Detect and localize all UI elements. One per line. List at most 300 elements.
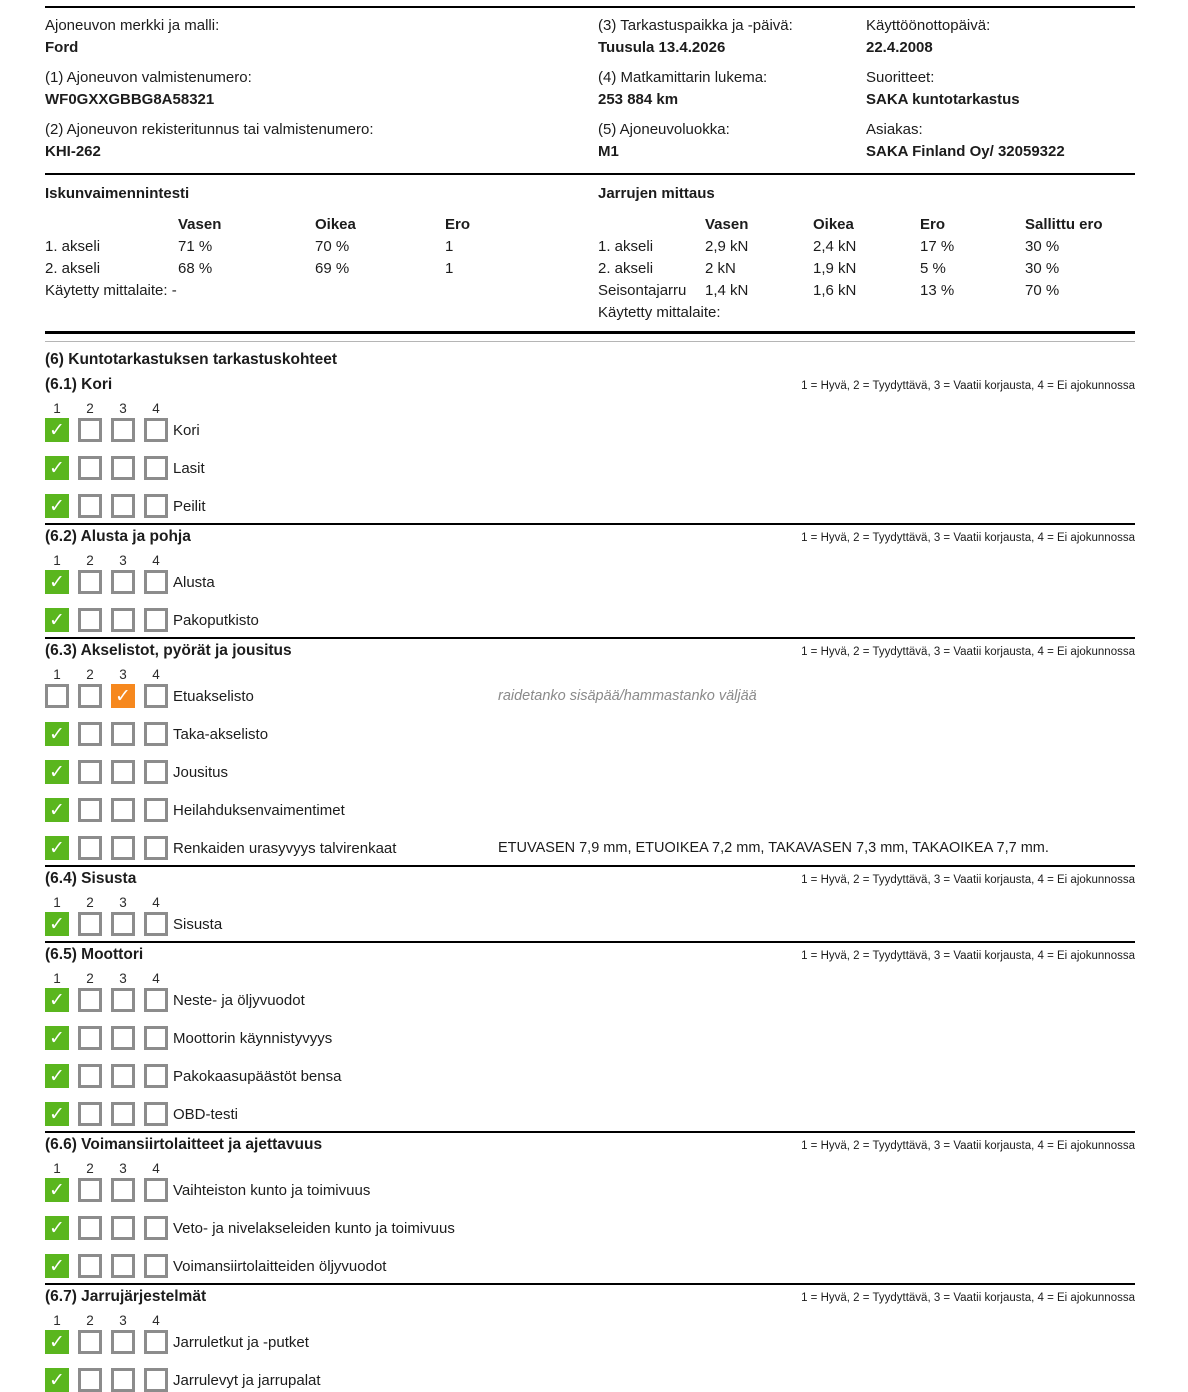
table-cell-value: 2 kN [705, 260, 736, 277]
header-field [866, 15, 1135, 59]
rating-checkbox-1[interactable] [45, 1178, 69, 1202]
rating-scale-number: 3 [119, 1313, 127, 1328]
field-label: (4) Matkamittarin lukema: [598, 69, 768, 86]
rating-legend: 1 = Hyvä, 2 = Tyydyttävä, 3 = Vaatii korjausta, 4 = Ei ajokunnossa [801, 646, 1135, 658]
checklist-item [45, 1026, 1135, 1050]
rating-checkbox-4[interactable] [144, 1368, 168, 1392]
field-value: 22.4.2008 [866, 39, 933, 56]
checklist-item [45, 608, 1135, 632]
checklist-item [45, 456, 1135, 480]
header-column [598, 15, 866, 171]
checkmark-icon: ✓ [49, 1027, 65, 1049]
rating-checkbox-4[interactable] [144, 836, 168, 860]
checklist-item-note: raidetanko sisäpää/hammastanko väljää [498, 688, 757, 704]
inspection-section [45, 1283, 1135, 1392]
brake-test-grid [598, 214, 1135, 302]
rating-checkbox-1[interactable] [45, 912, 69, 936]
rating-checkbox-1[interactable] [45, 418, 69, 442]
rating-checkbox-3[interactable] [111, 1064, 135, 1088]
rating-scale-number: 3 [119, 401, 127, 416]
inspection-sections [45, 373, 1135, 1392]
header-field [45, 67, 598, 111]
rating-checkbox-group [45, 494, 168, 518]
section-divider-thick [45, 331, 1135, 334]
checklist-item-label: Jarrulevyt ja jarrupalat [173, 1371, 321, 1389]
rating-checkbox-group [45, 608, 168, 632]
header-column [866, 15, 1135, 171]
rating-checkbox-1[interactable] [45, 798, 69, 822]
rating-scale-number: 1 [53, 1313, 61, 1328]
table-corner-cell [598, 214, 705, 236]
field-value: KHI-262 [45, 143, 101, 160]
rating-checkbox-1[interactable] [45, 1026, 69, 1050]
table-cell-value: 13 % [920, 282, 955, 299]
header-column [45, 15, 598, 171]
checklist-item-label: Etuakselisto [173, 687, 254, 705]
rating-scale-number: 1 [53, 971, 61, 986]
section-title: (6.2) Alusta ja pohja [45, 528, 191, 545]
table-row-label: 1. akseli [45, 238, 101, 255]
table-cell-value: 70 % [1025, 282, 1060, 299]
rating-checkbox-4[interactable] [144, 1330, 168, 1354]
table-column-header: Oikea [813, 216, 854, 233]
rating-scale-number: 2 [86, 1161, 94, 1176]
rating-checkbox-3[interactable] [111, 608, 135, 632]
rating-checkbox-2[interactable] [78, 1064, 102, 1088]
checklist-item-label: Jousitus [173, 763, 229, 781]
checklist-item-label: Renkaiden urasyvyys talvirenkaat [173, 839, 397, 857]
rating-checkbox-2[interactable] [78, 1026, 102, 1050]
section-title: (6.3) Akselistot, pyörät ja jousitus [45, 642, 292, 659]
checklist-item [45, 494, 1135, 518]
rating-checkbox-4[interactable] [144, 1064, 168, 1088]
table-cell-value: 2,4 kN [813, 238, 857, 255]
checkmark-icon: ✓ [49, 761, 65, 783]
table-cell-value: 2,9 kN [705, 238, 749, 255]
rating-checkbox-3[interactable] [111, 722, 135, 746]
section-title: (6.6) Voimansiirtolaitteet ja ajettavuus [45, 1136, 323, 1153]
rating-checkbox-3[interactable] [111, 1254, 135, 1278]
rating-checkbox-4[interactable] [144, 1216, 168, 1240]
rating-checkbox-group [45, 1178, 168, 1202]
rating-legend: 1 = Hyvä, 2 = Tyydyttävä, 3 = Vaatii korjausta, 4 = Ei ajokunnossa [801, 1292, 1135, 1304]
header-field [45, 15, 598, 59]
rating-checkbox-1[interactable] [45, 722, 69, 746]
rating-checkbox-2[interactable] [78, 494, 102, 518]
rating-checkbox-2[interactable] [78, 836, 102, 860]
rating-checkbox-2[interactable] [78, 1178, 102, 1202]
rating-checkbox-group [45, 798, 168, 822]
brake-test-device: Käytetty mittalaite: [598, 304, 721, 321]
checklist-item-label: Neste- ja öljyvuodot [173, 991, 305, 1009]
table-cell-value: 68 % [178, 260, 213, 277]
shock-test-grid [45, 214, 598, 280]
section-title: (6.5) Moottori [45, 946, 144, 963]
rating-checkbox-3[interactable] [111, 1102, 135, 1126]
table-cell-value: 1,4 kN [705, 282, 749, 299]
checkmark-icon: ✓ [49, 1065, 65, 1087]
rating-checkbox-3[interactable] [111, 684, 135, 708]
rating-checkbox-2[interactable] [78, 1330, 102, 1354]
rating-legend: 1 = Hyvä, 2 = Tyydyttävä, 3 = Vaatii korjausta, 4 = Ei ajokunnossa [801, 380, 1135, 392]
rating-scale-number: 4 [152, 1313, 160, 1328]
checklist-item-label: Alusta [173, 573, 215, 591]
table-cell-value: 71 % [178, 238, 213, 255]
rating-scale-number: 2 [86, 401, 94, 416]
rating-scale-number: 3 [119, 553, 127, 568]
checkmark-icon: ✓ [49, 609, 65, 631]
checklist-item [45, 722, 1135, 746]
rating-checkbox-3[interactable] [111, 1368, 135, 1392]
brake-test-table [598, 183, 1135, 324]
rating-checkbox-4[interactable] [144, 1102, 168, 1126]
rating-scale-row [45, 895, 1135, 912]
rating-scale-number: 2 [86, 553, 94, 568]
table-cell-value: 5 % [920, 260, 946, 277]
inspection-section [45, 523, 1135, 632]
checklist-item [45, 1102, 1135, 1126]
checklist-item [45, 1368, 1135, 1392]
field-value: SAKA Finland Oy/ 32059322 [866, 143, 1065, 160]
rating-scale-number: 4 [152, 971, 160, 986]
rating-checkbox-group [45, 988, 168, 1012]
rating-scale-number: 4 [152, 667, 160, 682]
rating-scale-row [45, 401, 1135, 418]
checklist-item-label: Kori [173, 421, 200, 439]
section-header [45, 376, 1135, 400]
rating-checkbox-4[interactable] [144, 1178, 168, 1202]
checklist-item-label: Moottorin käynnistyvyys [173, 1029, 333, 1047]
table-cell-value: 1 [445, 260, 454, 277]
checklist-item-label: Vaihteiston kunto ja toimivuus [173, 1181, 371, 1199]
table-column-header: Vasen [705, 216, 749, 233]
section-title: (6.4) Sisusta [45, 870, 137, 887]
checklist-item [45, 836, 1135, 860]
field-label: Käyttöönottopäivä: [866, 17, 991, 34]
section-header [45, 642, 1135, 666]
checkmark-icon: ✓ [49, 495, 65, 517]
table-cell-value: 70 % [315, 238, 350, 255]
checklist-item [45, 1330, 1135, 1354]
table-column-header: Oikea [315, 216, 356, 233]
checkmark-icon: ✓ [49, 1255, 65, 1277]
rating-checkbox-group [45, 1368, 168, 1392]
rating-checkbox-1[interactable] [45, 1330, 69, 1354]
rating-checkbox-4[interactable] [144, 1026, 168, 1050]
checkmark-icon: ✓ [49, 1217, 65, 1239]
checkmark-icon: ✓ [49, 799, 65, 821]
checklist-item [45, 760, 1135, 784]
rating-checkbox-group [45, 760, 168, 784]
rating-checkbox-group [45, 836, 168, 860]
checklist-item-label: Heilahduksenvaimentimet [173, 801, 345, 819]
field-value: Ford [45, 39, 79, 56]
table-row-label: 2. akseli [45, 260, 101, 277]
rating-checkbox-3[interactable] [111, 456, 135, 480]
rating-checkbox-3[interactable] [111, 836, 135, 860]
rating-scale-number: 3 [119, 895, 127, 910]
rating-checkbox-1[interactable] [45, 988, 69, 1012]
rating-checkbox-group [45, 418, 168, 442]
rating-scale-number: 1 [53, 895, 61, 910]
rating-checkbox-1[interactable] [45, 494, 69, 518]
section-title: (6.7) Jarrujärjestelmät [45, 1288, 207, 1305]
field-value: SAKA kuntotarkastus [866, 91, 1020, 108]
table-cell-value: 17 % [920, 238, 955, 255]
header-field [866, 67, 1135, 111]
rating-checkbox-3[interactable] [111, 494, 135, 518]
rating-scale-number: 2 [86, 971, 94, 986]
table-column-header: Ero [920, 216, 946, 233]
checklist-item [45, 988, 1135, 1012]
rating-scale-number: 4 [152, 895, 160, 910]
rating-checkbox-1[interactable] [45, 570, 69, 594]
table-row-label: Seisontajarru [598, 282, 687, 299]
rating-legend: 1 = Hyvä, 2 = Tyydyttävä, 3 = Vaatii korjausta, 4 = Ei ajokunnossa [801, 1140, 1135, 1152]
checklist-item [45, 1254, 1135, 1278]
header-field [598, 67, 866, 111]
checklist-item-label: Pakoputkisto [173, 611, 259, 629]
checklist-item [45, 798, 1135, 822]
rating-checkbox-1[interactable] [45, 836, 69, 860]
rating-scale-row [45, 971, 1135, 988]
rating-scale-number: 1 [53, 553, 61, 568]
table-cell-value: 1,9 kN [813, 260, 857, 277]
rating-checkbox-2[interactable] [78, 988, 102, 1012]
rating-checkbox-3[interactable] [111, 1216, 135, 1240]
inspection-main-title: (6) Kuntotarkastuksen tarkastuskohteet [45, 351, 337, 368]
rating-checkbox-4[interactable] [144, 570, 168, 594]
checkmark-icon: ✓ [49, 571, 65, 593]
rating-checkbox-3[interactable] [111, 912, 135, 936]
checklist-item-label: Voimansiirtolaitteiden öljyvuodot [173, 1257, 387, 1275]
checkmark-icon: ✓ [49, 837, 65, 859]
section-header [45, 528, 1135, 552]
rating-checkbox-group [45, 1064, 168, 1088]
checklist-item-label: OBD-testi [173, 1105, 239, 1123]
checkmark-icon: ✓ [49, 1179, 65, 1201]
rating-checkbox-1[interactable] [45, 1216, 69, 1240]
rating-checkbox-1[interactable] [45, 1254, 69, 1278]
rating-scale-number: 3 [119, 971, 127, 986]
rating-checkbox-group [45, 1330, 168, 1354]
shock-test-table [45, 183, 598, 324]
rating-checkbox-group [45, 1216, 168, 1240]
table-corner-cell [45, 214, 178, 236]
checkmark-icon: ✓ [49, 1369, 65, 1391]
field-value: WF0GXXGBBG8A58321 [45, 91, 215, 108]
field-value: Tuusula 13.4.2026 [598, 39, 726, 56]
table-row-label: 1. akseli [598, 238, 654, 255]
rating-checkbox-3[interactable] [111, 760, 135, 784]
rating-checkbox-2[interactable] [78, 1368, 102, 1392]
rating-checkbox-4[interactable] [144, 912, 168, 936]
rating-scale-row [45, 667, 1135, 684]
checkmark-icon: ✓ [49, 457, 65, 479]
rating-scale-number: 4 [152, 1161, 160, 1176]
rating-scale-row [45, 1161, 1135, 1178]
checklist-item-note: ETUVASEN 7,9 mm, ETUOIKEA 7,2 mm, TAKAVASEN 7,3 mm, TAKAOIKEA 7,7 mm. [498, 840, 1049, 856]
table-cell-value: 1,6 kN [813, 282, 857, 299]
field-label: (2) Ajoneuvon rekisteritunnus tai valmistenumero: [45, 121, 374, 138]
brake-test-title: Jarrujen mittaus [598, 185, 715, 202]
rating-checkbox-1[interactable] [45, 608, 69, 632]
rating-checkbox-group [45, 1026, 168, 1050]
rating-checkbox-2[interactable] [78, 418, 102, 442]
checkmark-icon: ✓ [49, 723, 65, 745]
rating-checkbox-4[interactable] [144, 608, 168, 632]
table-cell-value: 1 [445, 238, 454, 255]
rating-checkbox-3[interactable] [111, 1330, 135, 1354]
inspection-section [45, 637, 1135, 860]
rating-checkbox-2[interactable] [78, 456, 102, 480]
rating-checkbox-3[interactable] [111, 798, 135, 822]
rating-checkbox-2[interactable] [78, 1102, 102, 1126]
checklist-item-label: Lasit [173, 459, 205, 477]
table-cell-value: 30 % [1025, 238, 1060, 255]
rating-checkbox-3[interactable] [111, 570, 135, 594]
rating-scale-number: 4 [152, 553, 160, 568]
table-column-header: Ero [445, 216, 471, 233]
field-label: (5) Ajoneuvoluokka: [598, 121, 730, 138]
rating-scale-number: 1 [53, 401, 61, 416]
rating-checkbox-group [45, 456, 168, 480]
rating-checkbox-2[interactable] [78, 722, 102, 746]
rating-checkbox-3[interactable] [111, 988, 135, 1012]
rating-scale-number: 2 [86, 1313, 94, 1328]
field-label: (3) Tarkastuspaikka ja -päivä: [598, 17, 793, 34]
rating-checkbox-4[interactable] [144, 684, 168, 708]
checklist-item [45, 418, 1135, 442]
table-cell-value: 69 % [315, 260, 350, 277]
checklist-item [45, 570, 1135, 594]
checklist-item-label: Jarruletkut ja -putket [173, 1333, 309, 1351]
checklist-item-label: Taka-akselisto [173, 725, 269, 743]
inspection-section [45, 865, 1135, 936]
checklist-item-label: Pakokaasupäästöt bensa [173, 1067, 342, 1085]
shock-test-title: Iskunvaimennintesti [45, 185, 190, 202]
rating-legend: 1 = Hyvä, 2 = Tyydyttävä, 3 = Vaatii korjausta, 4 = Ei ajokunnossa [801, 532, 1135, 544]
rating-checkbox-2[interactable] [78, 798, 102, 822]
rating-checkbox-group [45, 1102, 168, 1126]
field-value: M1 [598, 143, 619, 160]
rating-checkbox-4[interactable] [144, 418, 168, 442]
rating-scale-number: 3 [119, 1161, 127, 1176]
table-column-header: Vasen [178, 216, 222, 233]
checkmark-icon: ✓ [49, 1331, 65, 1353]
rating-checkbox-2[interactable] [78, 684, 102, 708]
rating-checkbox-3[interactable] [111, 418, 135, 442]
rating-checkbox-4[interactable] [144, 1254, 168, 1278]
rating-checkbox-group [45, 722, 168, 746]
table-row-label: 2. akseli [598, 260, 654, 277]
checklist-item [45, 1216, 1135, 1240]
section-header [45, 946, 1135, 970]
rating-checkbox-4[interactable] [144, 760, 168, 784]
checkmark-icon: ✓ [49, 419, 65, 441]
rating-checkbox-4[interactable] [144, 798, 168, 822]
rating-checkbox-group [45, 570, 168, 594]
inspection-section [45, 373, 1135, 518]
checklist-item [45, 1064, 1135, 1088]
section-header [45, 1136, 1135, 1160]
checkmark-icon: ✓ [49, 1103, 65, 1125]
checklist-item-label: Veto- ja nivelakseleiden kunto ja toimivuus [173, 1219, 455, 1237]
rating-checkbox-1[interactable] [45, 1102, 69, 1126]
rating-checkbox-1[interactable] [45, 1064, 69, 1088]
field-label: (1) Ajoneuvon valmistenumero: [45, 69, 252, 86]
rating-checkbox-group [45, 912, 168, 936]
checklist-item-label: Sisusta [173, 915, 223, 933]
header-field [598, 15, 866, 59]
inspection-section [45, 941, 1135, 1126]
field-label: Suoritteet: [866, 69, 935, 86]
field-label: Asiakas: [866, 121, 923, 138]
rating-scale-number: 2 [86, 667, 94, 682]
rating-scale-number: 4 [152, 401, 160, 416]
section-title: (6.1) Kori [45, 376, 113, 393]
rating-checkbox-4[interactable] [144, 988, 168, 1012]
rating-checkbox-2[interactable] [78, 570, 102, 594]
rating-scale-number: 1 [53, 667, 61, 682]
rating-checkbox-4[interactable] [144, 494, 168, 518]
header-field [866, 119, 1135, 163]
rating-legend: 1 = Hyvä, 2 = Tyydyttävä, 3 = Vaatii korjausta, 4 = Ei ajokunnossa [801, 874, 1135, 886]
rating-scale-number: 3 [119, 667, 127, 682]
vehicle-header [45, 6, 1135, 175]
rating-checkbox-3[interactable] [111, 1026, 135, 1050]
checklist-item [45, 1178, 1135, 1202]
rating-checkbox-1[interactable] [45, 760, 69, 784]
field-label: Ajoneuvon merkki ja malli: [45, 17, 220, 34]
rating-checkbox-2[interactable] [78, 760, 102, 784]
inspection-section [45, 1131, 1135, 1278]
rating-checkbox-3[interactable] [111, 1178, 135, 1202]
table-column-header: Sallittu ero [1025, 216, 1103, 233]
section-header [45, 1288, 1135, 1312]
rating-checkbox-1[interactable] [45, 1368, 69, 1392]
header-field [45, 119, 598, 163]
measurements-block [45, 175, 1135, 324]
rating-checkbox-2[interactable] [78, 1254, 102, 1278]
rating-checkbox-2[interactable] [78, 608, 102, 632]
rating-checkbox-2[interactable] [78, 1216, 102, 1240]
checklist-item-label: Peilit [173, 497, 206, 515]
rating-checkbox-1[interactable] [45, 456, 69, 480]
shock-test-device: Käytetty mittalaite: - [45, 282, 177, 299]
section-header [45, 870, 1135, 894]
rating-checkbox-1[interactable] [45, 684, 69, 708]
rating-checkbox-4[interactable] [144, 456, 168, 480]
checklist-item [45, 912, 1135, 936]
rating-checkbox-4[interactable] [144, 722, 168, 746]
header-field [598, 119, 866, 163]
rating-checkbox-2[interactable] [78, 912, 102, 936]
checkmark-icon: ✓ [49, 989, 65, 1011]
rating-scale-number: 2 [86, 895, 94, 910]
table-cell-value: 30 % [1025, 260, 1060, 277]
rating-scale-row [45, 553, 1135, 570]
section-divider-thin [45, 341, 1135, 342]
rating-checkbox-group [45, 1254, 168, 1278]
checkmark-icon: ✓ [49, 913, 65, 935]
rating-checkbox-group [45, 684, 168, 708]
rating-scale-row [45, 1313, 1135, 1330]
field-value: 253 884 km [598, 91, 679, 108]
checklist-item [45, 684, 1135, 708]
rating-scale-number: 1 [53, 1161, 61, 1176]
checkmark-icon: ✓ [115, 685, 131, 707]
